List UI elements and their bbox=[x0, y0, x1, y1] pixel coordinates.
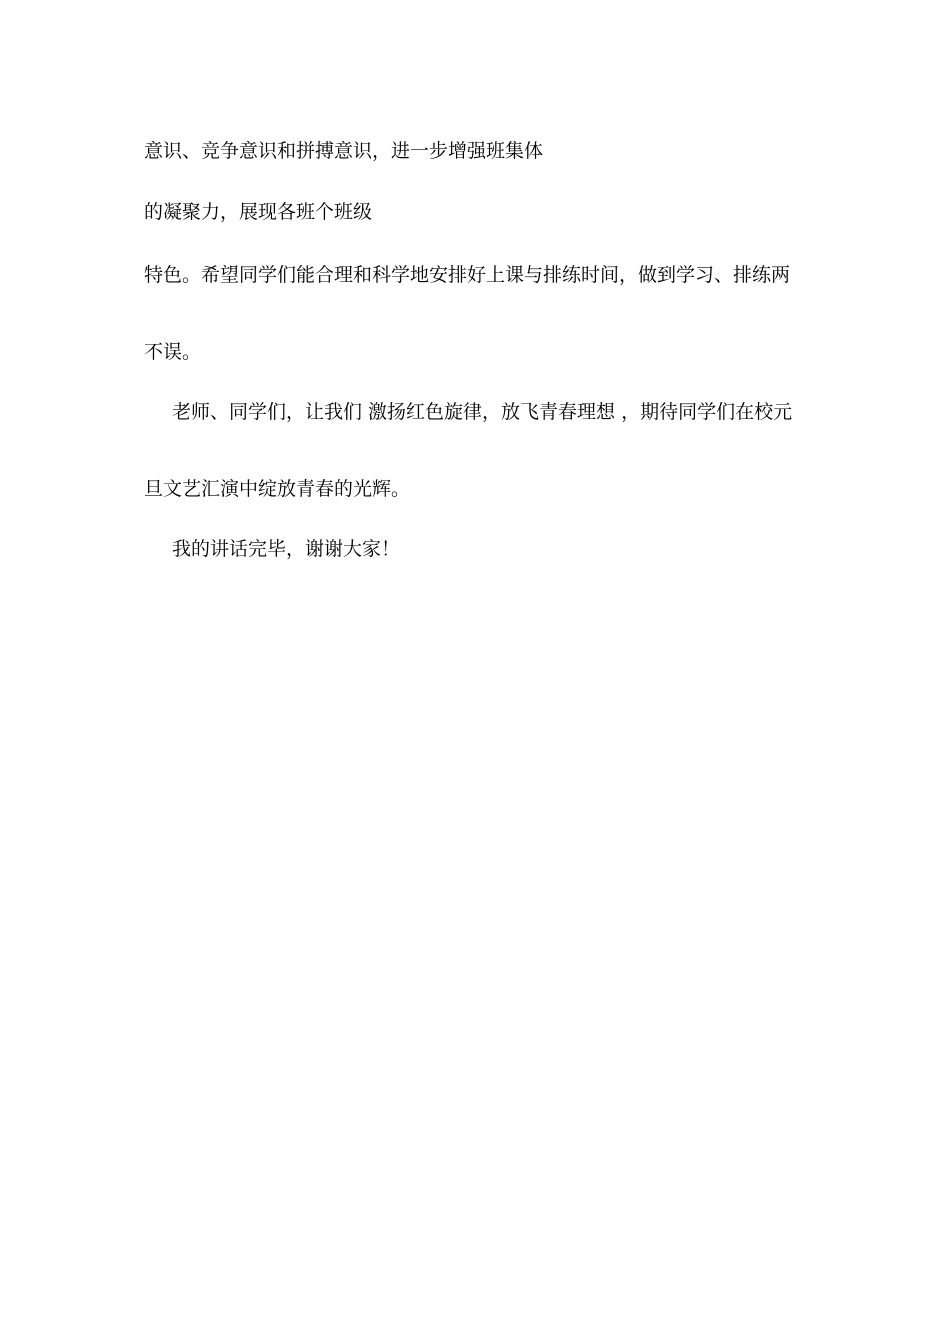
paragraph-line-4: 不误。 bbox=[144, 341, 202, 363]
paragraph-line-1: 意识、竞争意识和拼搏意识，进一步增强班集体 bbox=[144, 140, 544, 162]
paragraph-line-6: 旦文艺汇演中绽放青春的光辉。 bbox=[144, 478, 411, 500]
paragraph-line-5: 老师、同学们，让我们 激扬红色旋律，放飞青春理想 ，期待同学们在校元 bbox=[172, 401, 793, 423]
paragraph-line-2: 的凝聚力，展现各班个班级 bbox=[144, 201, 373, 223]
paragraph-line-3: 特色。希望同学们能合理和科学地安排好上课与排练时间，做到学习、排练两 bbox=[144, 264, 791, 286]
closing-line: 我的讲话完毕，谢谢大家！ bbox=[172, 538, 401, 560]
